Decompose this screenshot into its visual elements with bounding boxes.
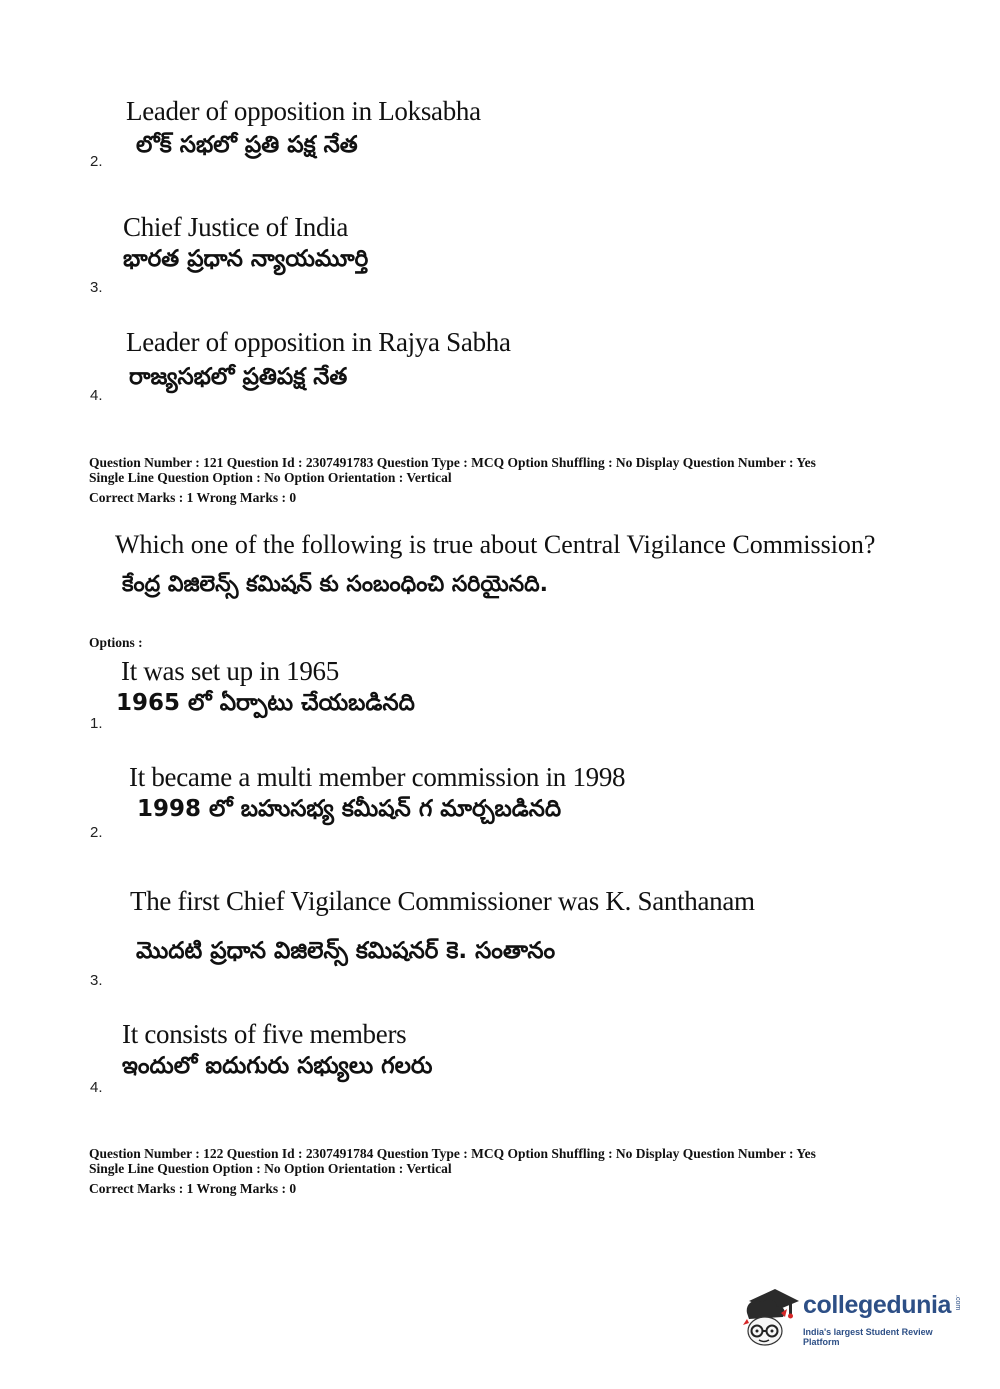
q122-marks: Correct Marks : 1 Wrong Marks : 0 [89, 1181, 297, 1196]
logo-tagline: India's largest Student Review Platform [803, 1327, 933, 1347]
q121-option-2-telugu: 1998 లో బహుసభ్య కమీషన్ గ మార్చబడినది [137, 796, 562, 822]
q121-meta-line1: Question Number : 121 Question Id : 2307491783 Question Type : MCQ Option Shuffling : No Display Question Number : Yes [89, 455, 816, 470]
prev-option-3-number: 3. [90, 279, 103, 296]
logo-wordmark: collegedunia [803, 1291, 952, 1319]
q121-meta-line2: Single Line Question Option : No Option Orientation : Vertical [89, 470, 452, 485]
prev-option-3-english: Chief Justice of India [123, 212, 349, 242]
q121-option-3-number: 3. [90, 972, 103, 989]
prev-option-4-english: Leader of opposition in Rajya Sabha [126, 327, 511, 357]
q121-text-telugu: కేంద్ర విజిలెన్స్ కమిషన్ కు సంబంధించి సరియైనది. [122, 572, 548, 597]
q121-option-1-number: 1. [90, 715, 103, 732]
q121-option-1-english: It was set up in 1965 [121, 656, 339, 686]
q121-option-4-telugu: ఇందులో ఐదుగురు సభ్యులు గలరు [122, 1053, 433, 1079]
mascot-icon [741, 1283, 803, 1353]
q121-option-4-english: It consists of five members [122, 1019, 407, 1049]
prev-option-4-number: 4. [90, 387, 103, 404]
q121-option-2-english: It became a multi member commission in 1998 [129, 762, 626, 792]
q122-meta-line1: Question Number : 122 Question Id : 2307491784 Question Type : MCQ Option Shuffling : No Display Question Number : Yes [89, 1146, 816, 1161]
q121-option-4-number: 4. [90, 1079, 103, 1096]
prev-option-4-telugu: రాజ్యసభలో ప్రతిపక్ష నేత [129, 364, 348, 390]
q121-options-label: Options : [89, 635, 143, 650]
prev-option-2-number: 2. [90, 153, 103, 170]
prev-option-2-english: Leader of opposition in Loksabha [126, 96, 481, 126]
prev-option-2-telugu: లోక్ సభలో ప్రతి పక్ష నేత [136, 132, 358, 158]
q121-marks: Correct Marks : 1 Wrong Marks : 0 [89, 490, 297, 505]
q122-meta-line2: Single Line Question Option : No Option Orientation : Vertical [89, 1161, 452, 1176]
prev-option-3-telugu: భారత ప్రధాన న్యాయమూర్తి [123, 246, 369, 272]
collegedunia-logo[interactable] [741, 1283, 971, 1353]
q121-option-3-english: The first Chief Vigilance Commissioner was K. Santhanam [130, 886, 755, 916]
q121-option-1-telugu: 1965 లో ఏర్పాటు చేయబడినది [116, 690, 415, 716]
q121-text-english: Which one of the following is true about Central Vigilance Commission? [115, 530, 876, 559]
q121-option-3-telugu: మొదటి ప్రధాన విజిలెన్స్ కమిషనర్ కె. సంతానం [136, 938, 556, 964]
logo-suffix: .com [954, 1295, 961, 1311]
q121-option-2-number: 2. [90, 824, 103, 841]
